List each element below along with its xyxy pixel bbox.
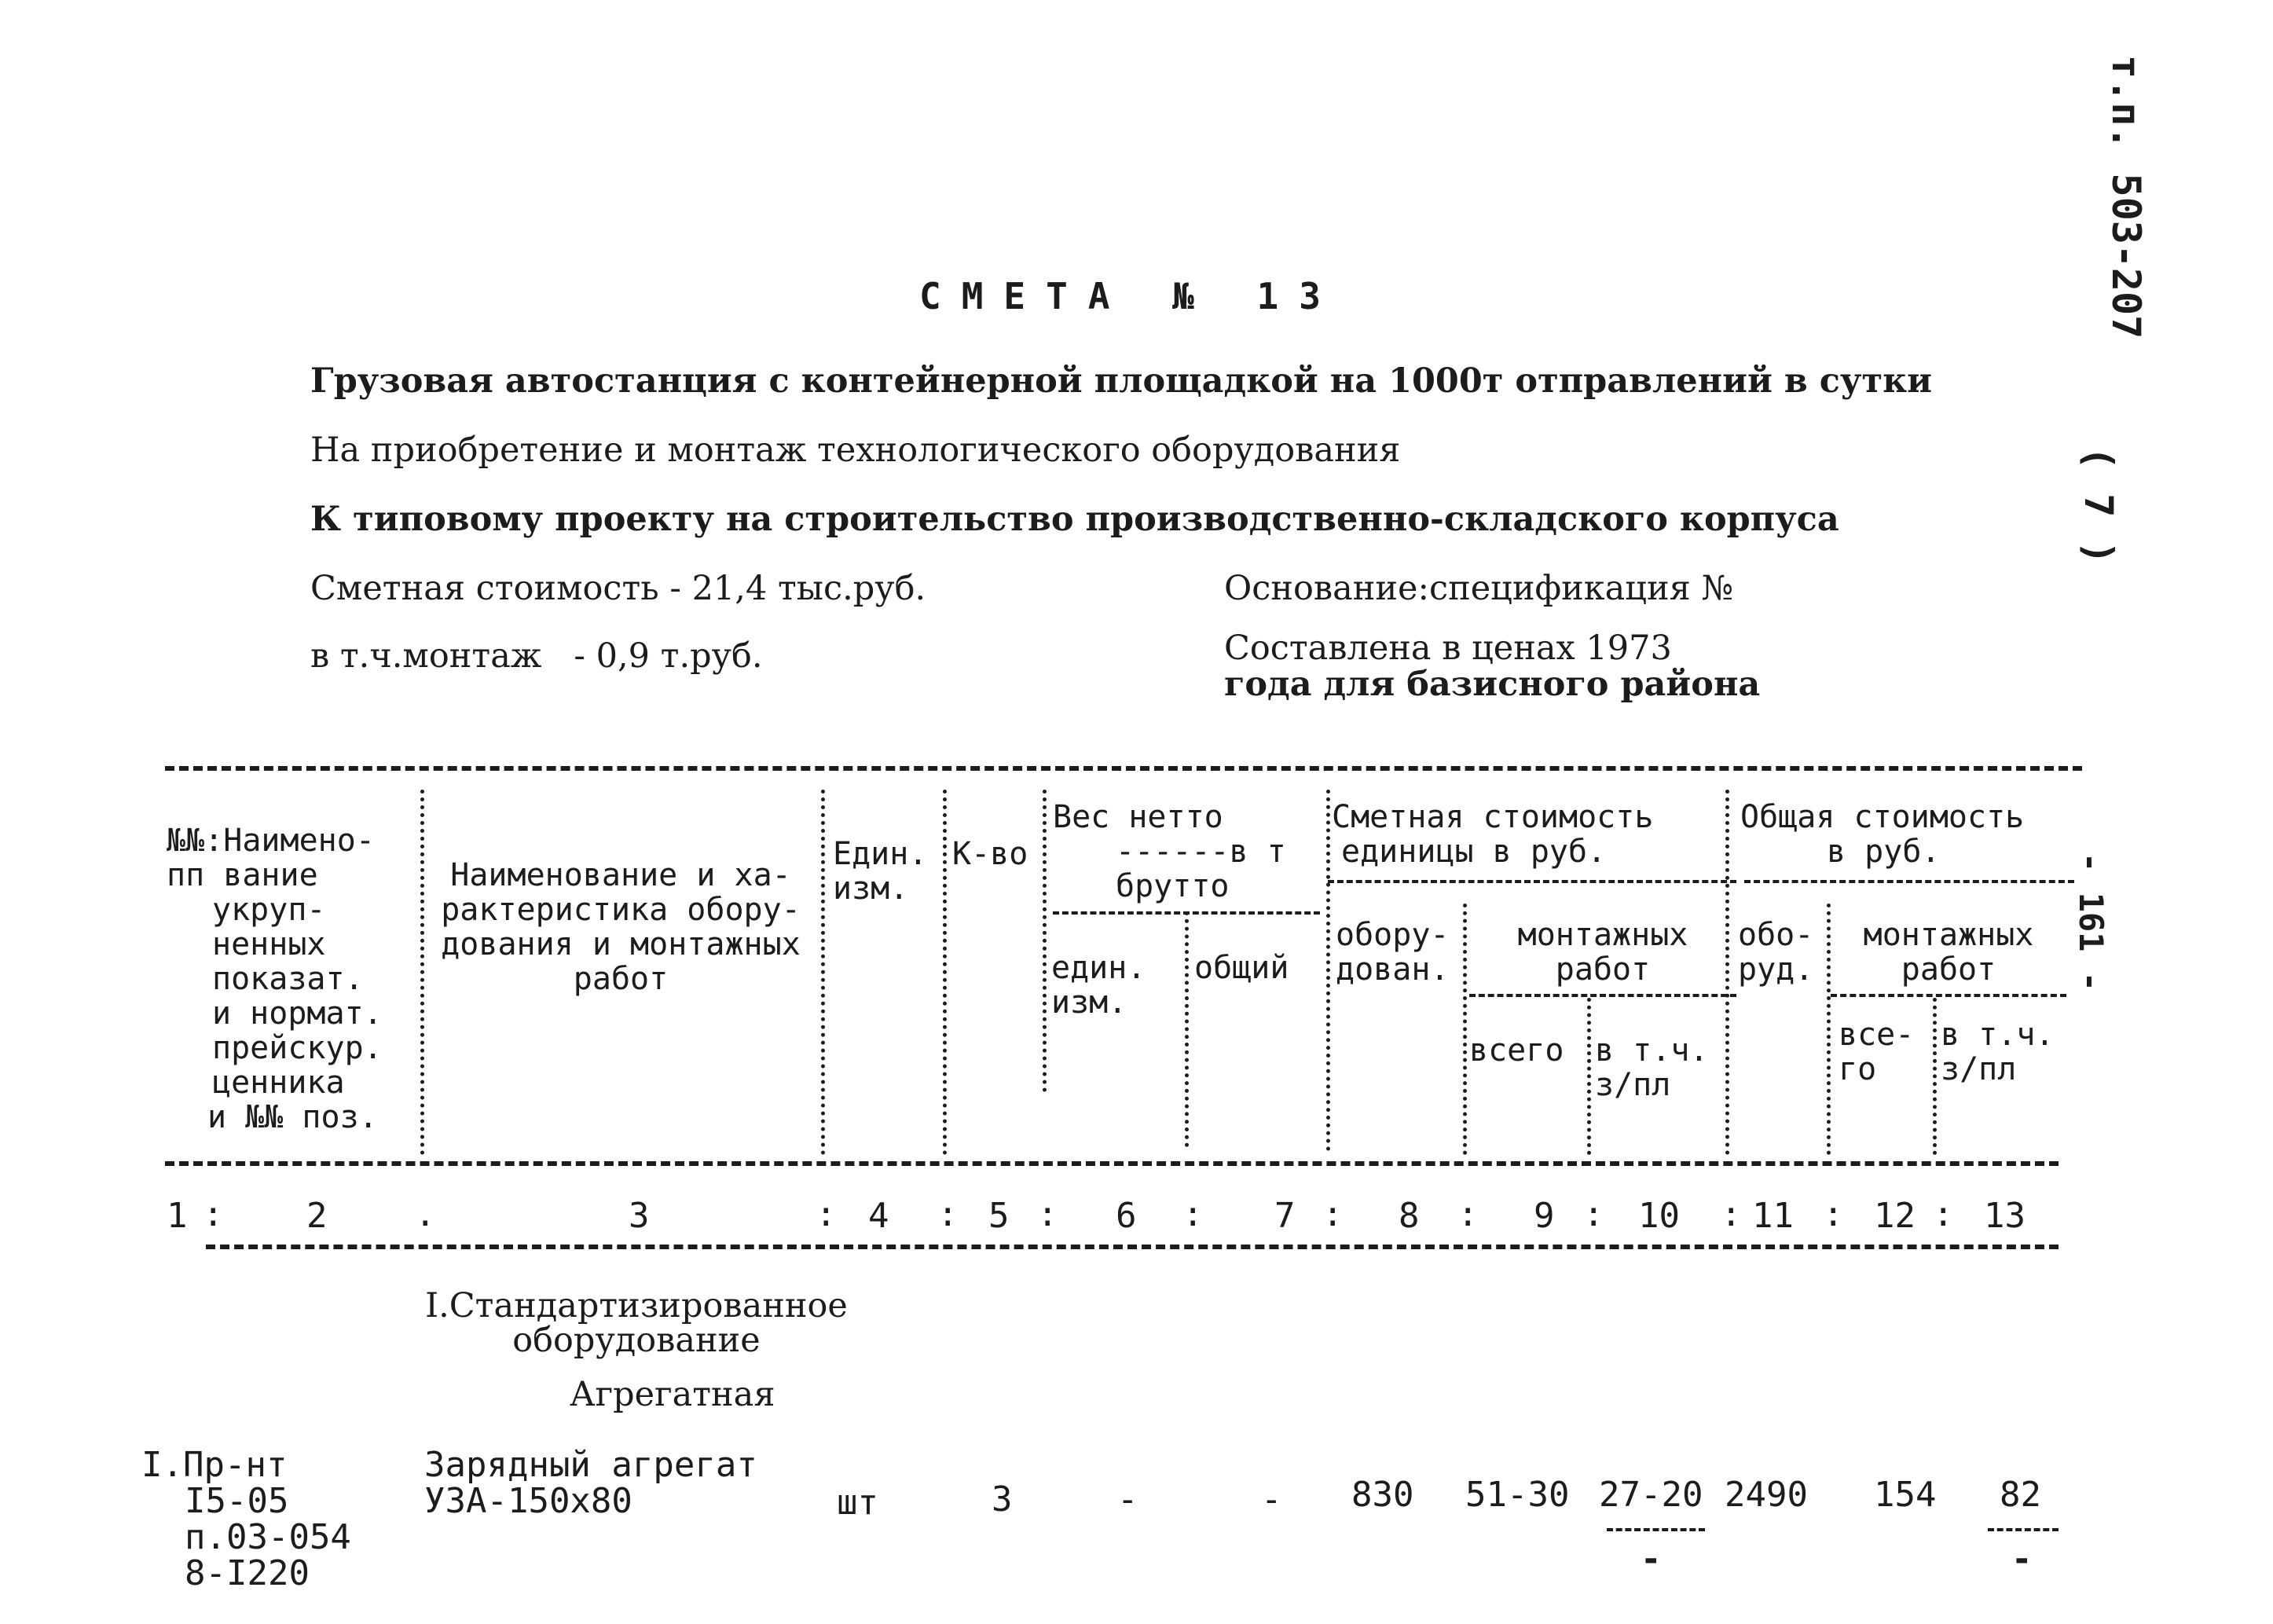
header-bottom-rule [165,1161,2059,1166]
total-mount-cell: 154 [1874,1475,1937,1515]
col-number: 7 [1274,1196,1296,1236]
object-title: Грузовая автостанция с контейнерной площадкой на 1000т отправлений в сутки [310,361,1933,401]
col-number: 6 [1116,1196,1137,1236]
total-equipment-cell: 2490 [1725,1475,1808,1515]
col-10-header: в т.ч. з/пл [1595,1032,1709,1103]
wage-underline [1988,1528,2059,1531]
weight-total-cell: - [1261,1479,1282,1520]
separator [1043,790,1047,1092]
col-1-header: №№:Наимено- пп вание укруп- ненных показат. и нормат. прейскур. ценника и №№ поз. [167,823,383,1135]
col-9-header: всего [1469,1032,1564,1069]
cost-mount-wage-cell: 27-20 [1599,1475,1703,1515]
wage-mark: - [2011,1539,2033,1579]
estimated-cost: Сметная стоимость - 21,4 тыс.руб. [310,569,926,608]
total-cost-group-rule [1744,880,2074,883]
total-cost-group-header: Общая стоимость в руб. [1740,799,2025,870]
col-12-header: все- го [1839,1017,1915,1087]
col-number: 10 [1638,1196,1680,1236]
quantity-cell: 3 [992,1479,1013,1520]
col-number: 5 [988,1196,1010,1236]
cost-mount-cell: 51-30 [1465,1475,1570,1515]
basis-note: Основание:спецификация № [1224,569,1734,608]
page-number: - 161 - [2072,852,2110,992]
estimate-subject: На приобретение и монтаж технологического оборудования [310,431,1401,470]
col-number: 12 [1874,1196,1916,1236]
separator [1185,911,1189,1147]
weight-group-header: Вес нетто ------в т брутто [1053,799,1286,904]
col-number: 2 [306,1196,328,1236]
separator [1587,998,1591,1155]
separator [943,790,947,1155]
total-mount-wage-cell: 82 [2000,1475,2041,1515]
section-subtitle: Агрегатная [570,1375,775,1414]
col-6-header: един. изм. [1051,950,1146,1021]
sheet-number: ( 7 ) [2076,446,2121,565]
wage-underline [1607,1528,1705,1531]
unit-mount-group-rule [1469,994,1736,997]
unit-cost-group-rule [1328,880,1736,883]
separator [1326,790,1330,1151]
col-number: 1 [167,1196,188,1236]
unit-cell: шт [837,1483,878,1523]
col-8-header: обору- дован. [1336,917,1450,988]
col-4-header: Един. изм. [833,836,928,907]
separator [1463,904,1467,1155]
col-5-header: К-во [952,836,1028,872]
estimate-title: СМЕТА № 13 [919,275,1341,317]
price-basis-line-1: Составлена в ценах 1973 [1224,629,1672,668]
col-number: 8 [1399,1196,1420,1236]
section-title: I.Стандартизированное оборудование [425,1286,848,1360]
col-3-header: Наименование и ха- рактеристика обору- дования и монтажных работ [441,857,801,997]
col-11-header: обо- руд. [1738,917,1814,988]
unit-cost-group-header: Сметная стоимость единицы в руб. [1332,799,1654,870]
col-13-header: в т.ч. з/пл [1941,1017,2055,1087]
col-number: 11 [1752,1196,1794,1236]
cost-equipment-cell: 830 [1351,1475,1414,1515]
header-top-rule [165,766,2082,771]
price-reference: I.Пр-нт I5-05 п.03-054 8-I220 [141,1445,351,1593]
total-mount-group-rule [1831,994,2066,997]
weight-unit-cell: - [1117,1479,1138,1520]
equipment-name: Зарядный агрегат УЗА-150х80 [424,1445,757,1521]
col-number: 9 [1534,1196,1555,1236]
project-code-stamp: т.п. 503-207 [2103,55,2149,339]
col-number: 3 [629,1196,650,1236]
unit-mount-group-header: монтажных работ [1517,917,1688,988]
price-basis-line-2: года для базисного района [1224,665,1761,704]
wage-mark: - [1641,1539,1662,1579]
col-number: 13 [1984,1196,2026,1236]
project-reference: К типовому проекту на строительство производственно-складского корпуса [310,500,1839,539]
separator [1933,998,1937,1155]
col-7-header: общий [1194,950,1289,986]
mounting-cost: в т.ч.монтаж - 0,9 т.руб. [310,636,763,676]
numbers-bottom-rule [206,1245,2059,1249]
separator [821,790,825,1155]
col-number: 4 [868,1196,889,1236]
total-mount-group-header: монтажных работ [1863,917,2034,988]
